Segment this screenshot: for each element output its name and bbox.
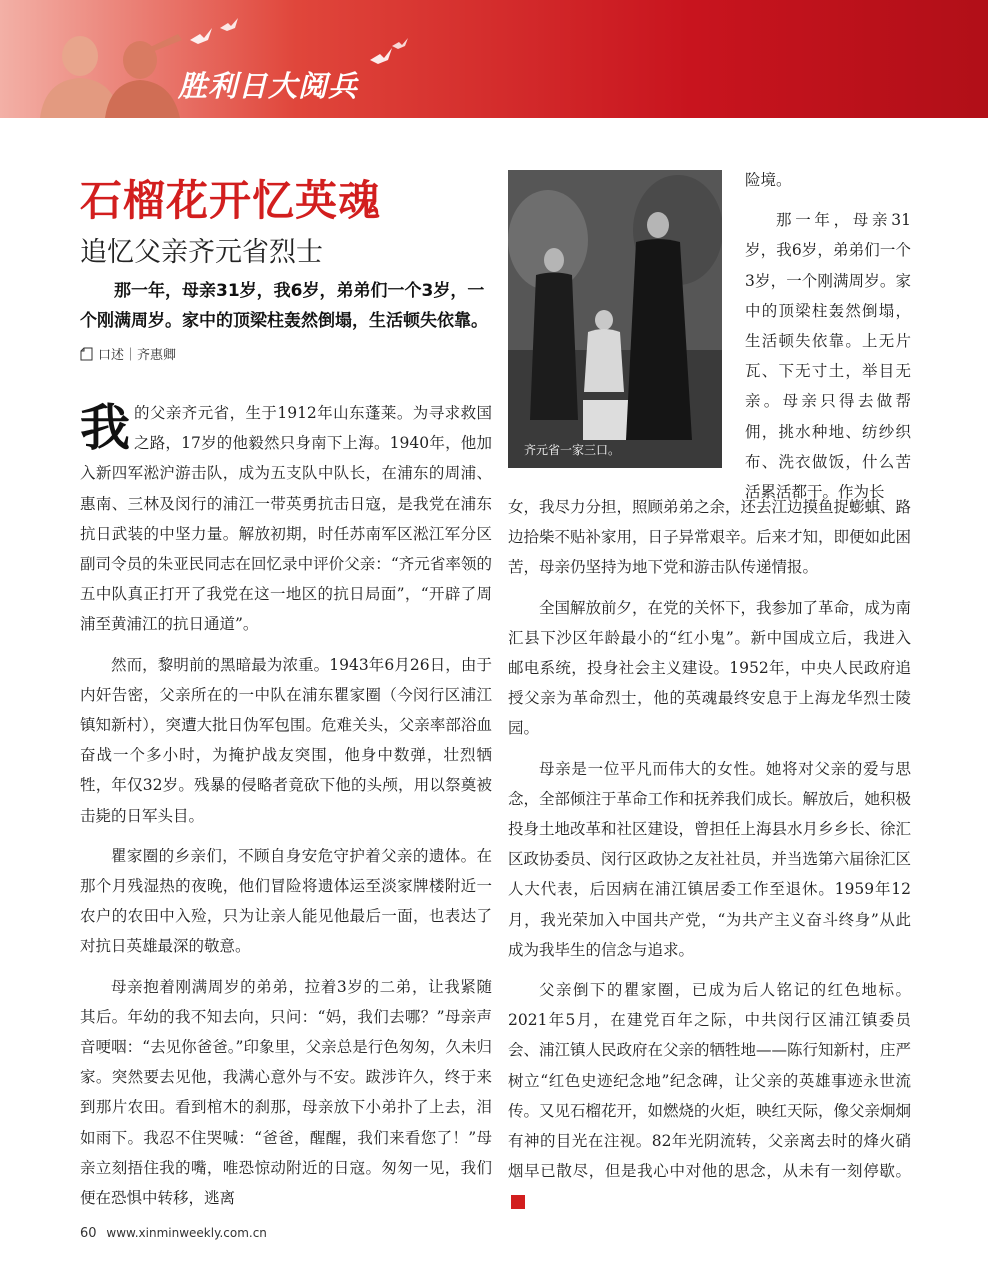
family-photo (508, 170, 722, 468)
family-photo-image (508, 170, 722, 468)
right-column (508, 492, 911, 1227)
dropcap: 我 (80, 398, 130, 457)
paragraph: 那一年，母亲31岁，我6岁，弟弟们一个3岁，一个刚满周岁。家中的顶梁柱轰然倒塌，生活顿失依靠。上无片瓦、下无寸土，举目无亲。母亲只得去做帮佣，挑水种地、纺纱织布、洗衣做饭，什么苦活累活都干。作为长 (745, 211, 911, 502)
article-lead: 那一年，母亲31岁，我6岁，弟弟们一个3岁，一个刚满周岁。家中的顶梁柱轰然倒塌，生活顿失依靠。 (80, 281, 488, 331)
paragraph: 瞿家圈的乡亲们，不顾自身安危守护着父亲的遗体。在那个月残湿热的夜晚，他们冒险将遗体运至淡家牌楼附近一农户的农田中入殓，只为让亲人能见他最后一面，也表达了对抗日英雄最深的敬意。 (80, 846, 492, 956)
banner-title: 胜利日大阅兵 (178, 69, 359, 103)
page-footer (80, 1226, 267, 1241)
left-column (80, 398, 492, 1223)
paragraph: 父亲倒下的瞿家圈，已成为后人铭记的红色地标。2021年5月，在建党百年之际，中共闵行区浦江镇委员会、浦江镇人民政府在父亲的牺牲地——陈行知新村，庄严树立“红色史迹纪念地”纪念碑，让父亲的英雄事迹永世流传。又见石榴花开，如燃烧的火炬，映红天际，像父亲炯炯有神的目光在注视。82年光阴流转，父亲离去时的烽火硝烟早已散尽，但是我心中对他的思念，从未有一刻停歇。民 (508, 981, 912, 1208)
article-subtitle: 追忆父亲齐元省烈士 (80, 237, 323, 268)
paragraph: 母亲抱着刚满周岁的弟弟，拉着3岁的二弟，让我紧随其后。年幼的我不知去向，只问：“妈，我们去哪？”母亲声音哽咽：“去见你爸爸。”印象里，父亲总是行色匆匆，久未归家。突然要去见他，我满心意外与不安。跋涉许久，终于来到那片农田。看到棺木的刹那，母亲放下小弟扑了上去，泪如雨下。我忍不住哭喊：“爸爸，醒醒，我们来看您了！”母亲立刻捂住我的嘴，唯恐惊动附近的日寇。匆匆一见，我们便在恐惧中转移，逃离 (80, 977, 492, 1208)
right-narrow-column (745, 165, 911, 517)
photo-caption: 齐元省一家三口。 (524, 443, 621, 457)
paragraph: 险境。 (745, 171, 792, 189)
byline (80, 344, 176, 363)
pen-icon (80, 347, 93, 361)
paragraph: 全国解放前夕，在党的关怀下，我参加了革命，成为南汇县下沙区年龄最小的“红小鬼”。新中国成立后，我进入邮电系统，投身社会主义建设。1952年，中央人民政府追授父亲为革命烈士，他的英魂最终安息于上海龙华烈士陵园。 (508, 598, 912, 738)
paragraph: 女，我尽力分担，照顾弟弟之余，还去江边摸鱼捉蟛蜞、路边拾柴不贴补家用，日子异常艰辛。后来才知，即便如此困苦，母亲仍坚持为地下党和游击队传递情报。 (508, 498, 912, 577)
end-mark-icon: 民 (511, 1195, 525, 1209)
byline-text: 口述｜齐惠卿 (98, 348, 177, 363)
paragraph: 我的父亲齐元省，生于1912年山东蓬莱。为寻求救国之路，17岁的他毅然只身南下上海。1940年，他加入新四军淞沪游击队，成为五支队中队长，在浦东的周浦、惠南、三林及闵行的浦江一带英勇抗击日寇，是我党在浦东抗日武装的中坚力量。解放初期，时任苏南军区淞江军分区副司令员的朱亚民同志在回忆录中评价父亲：“齐元省率领的五中队真正打开了我党在这一地区的抗日局面”，“开辟了周浦至黄浦江的抗日通道”。 (80, 398, 492, 634)
paragraph: 母亲是一位平凡而伟大的女性。她将对父亲的爱与思念，全部倾注于革命工作和抚养我们成长。解放后，她积极投身土地改革和社区建设，曾担任上海县水月乡乡长、徐汇区政协委员、闵行区政协之友社社员，并当选第六届徐汇区人大代表，后因病在浦江镇居委工作至退休。1959年12月，我光荣加入中国共产党，“为共产主义奋斗终身”从此成为我毕生的信念与追求。 (508, 759, 912, 959)
section-banner (0, 0, 988, 118)
site-url: www.xinminweekly.com.cn (106, 1226, 267, 1240)
page-number: 60 (80, 1226, 97, 1241)
article-title: 石榴花开忆英魂 (80, 176, 382, 225)
paragraph: 然而，黎明前的黑暗最为浓重。1943年6月26日，由于内奸告密，父亲所在的一中队在浦东瞿家圈（今闵行区浦江镇知新村），突遭大批日伪军包围。危难关头，父亲率部浴血奋战一个多小时，为掩护战友突围，他身中数弹，壮烈牺牲，年仅32岁。残暴的侵略者竟砍下他的头颅，用以祭奠被击毙的日军头目。 (80, 655, 492, 825)
soldier-silhouette-icon (40, 20, 190, 118)
